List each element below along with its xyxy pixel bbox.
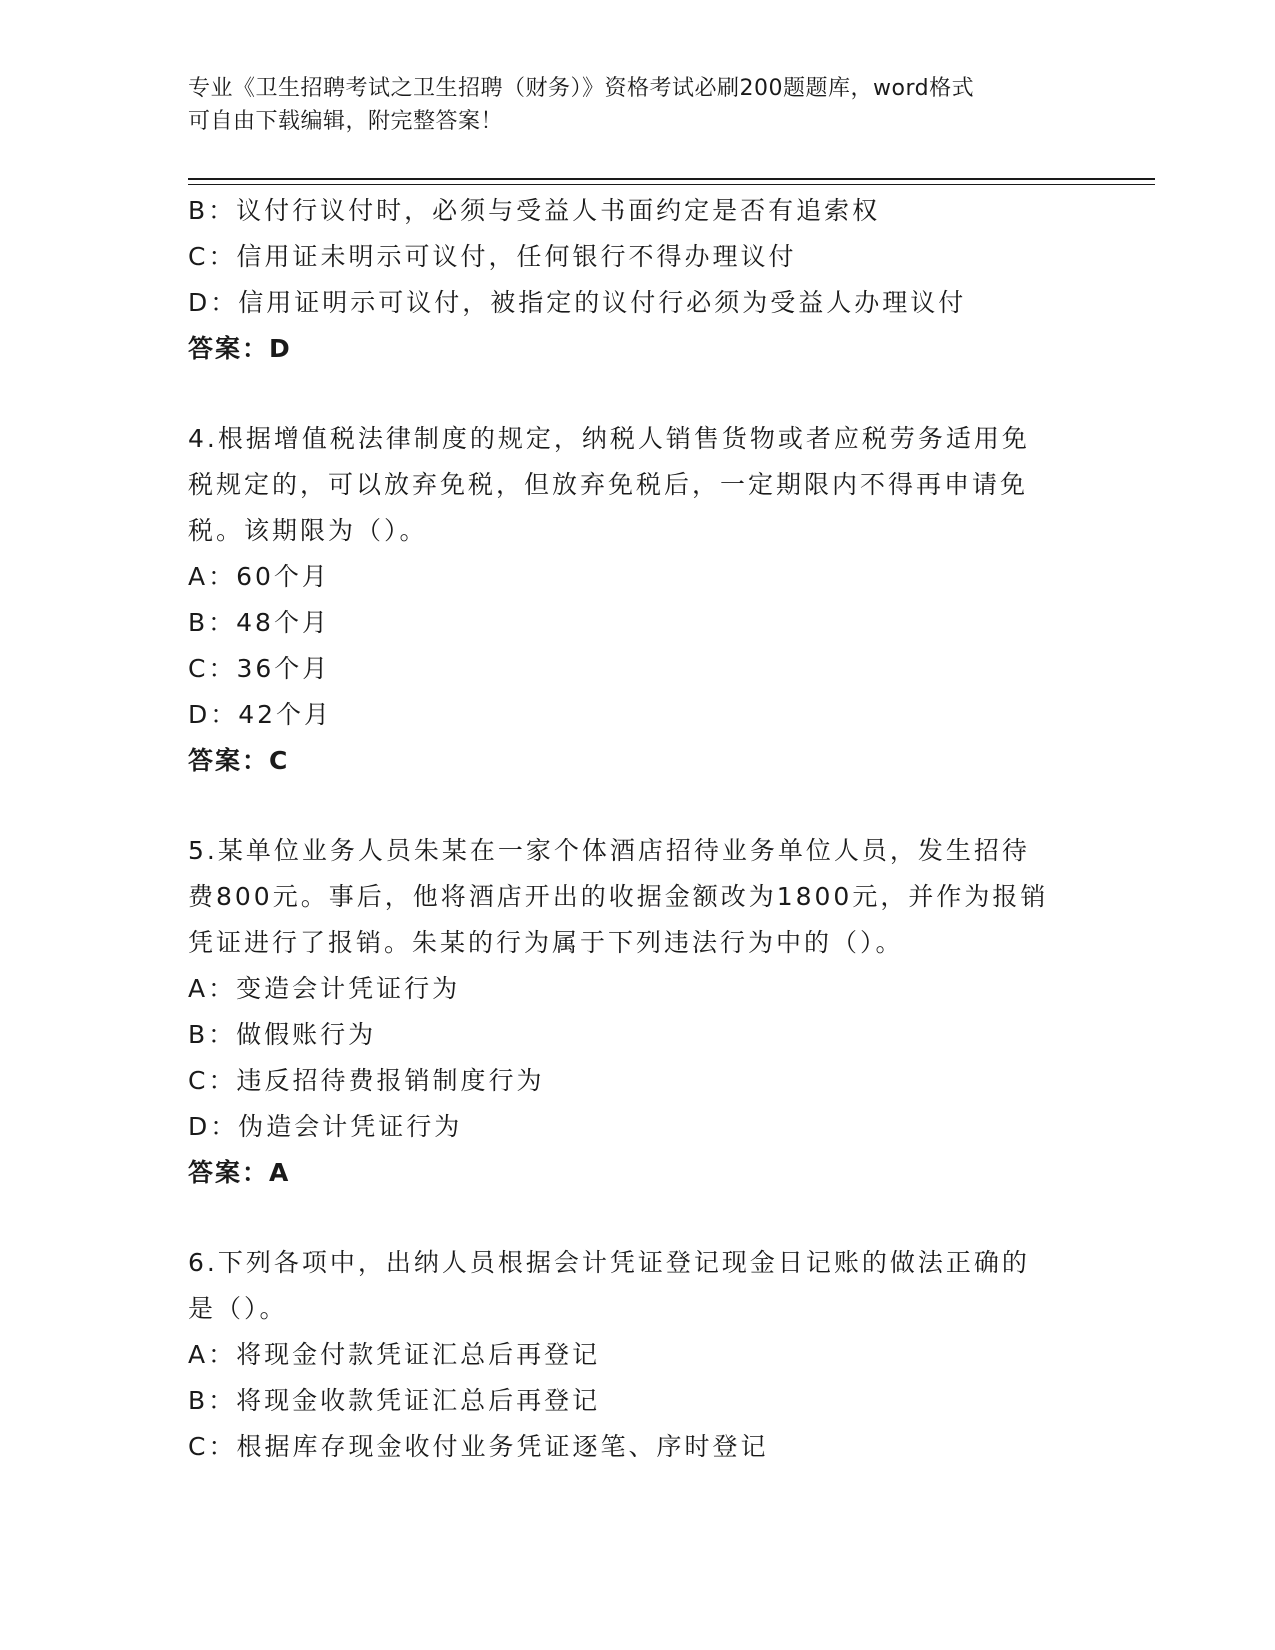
option-d: D：信用证明示可议付，被指定的议付行必须为受益人办理议付 [188, 288, 967, 317]
stem-line: 5.某单位业务人员朱某在一家个体酒店招待业务单位人员，发生招待 [188, 836, 1030, 865]
stem-line: 是（）。 [188, 1294, 288, 1323]
option-c: C：信用证未明示可议付，任何银行不得办理议付 [188, 242, 797, 271]
question-3-continued [188, 188, 1088, 372]
question-content [188, 188, 1088, 1470]
stem-line: 税规定的，可以放弃免税，但放弃免税后，一定期限内不得再申请免 [188, 470, 1029, 499]
option-b: B：48个月 [188, 608, 330, 637]
question-5 [188, 828, 1088, 1196]
option-b: B：做假账行为 [188, 1020, 377, 1049]
option-d: D：42个月 [188, 700, 333, 729]
answer: 答案：C [188, 746, 290, 775]
header-divider [188, 178, 1155, 180]
question-stem [188, 828, 1088, 966]
answer: 答案：D [188, 334, 292, 363]
stem-line: 费800元。事后，他将酒店开出的收据金额改为1800元，并作为报销 [188, 882, 1049, 911]
document-header [188, 72, 1068, 138]
stem-line: 税。该期限为（）。 [188, 516, 428, 545]
header-line-2: 可自由下载编辑，附完整答案！ [188, 109, 504, 134]
header-divider-thin [188, 184, 1155, 185]
stem-line: 6.下列各项中，出纳人员根据会计凭证登记现金日记账的做法正确的 [188, 1248, 1030, 1277]
stem-line: 4.根据增值税法律制度的规定，纳税人销售货物或者应税劳务适用免 [188, 424, 1030, 453]
option-c: C：36个月 [188, 654, 331, 683]
question-4 [188, 416, 1088, 784]
header-line-1: 专业《卫生招聘考试之卫生招聘（财务）》资格考试必刷200题题库，word格式 [188, 76, 975, 101]
option-a: A：60个月 [188, 562, 330, 591]
option-b: B：将现金收款凭证汇总后再登记 [188, 1386, 601, 1415]
option-c: C：违反招待费报销制度行为 [188, 1066, 545, 1095]
question-stem [188, 416, 1088, 554]
option-a: A：变造会计凭证行为 [188, 974, 461, 1003]
answer: 答案：A [188, 1158, 291, 1187]
stem-line: 凭证进行了报销。朱某的行为属于下列违法行为中的（）。 [188, 928, 904, 957]
question-6 [188, 1240, 1088, 1470]
option-c: C：根据库存现金收付业务凭证逐笔、序时登记 [188, 1432, 769, 1461]
option-b: B：议付行议付时，必须与受益人书面约定是否有追索权 [188, 196, 881, 225]
option-a: A：将现金付款凭证汇总后再登记 [188, 1340, 601, 1369]
question-stem [188, 1240, 1088, 1332]
option-d: D：伪造会计凭证行为 [188, 1112, 463, 1141]
